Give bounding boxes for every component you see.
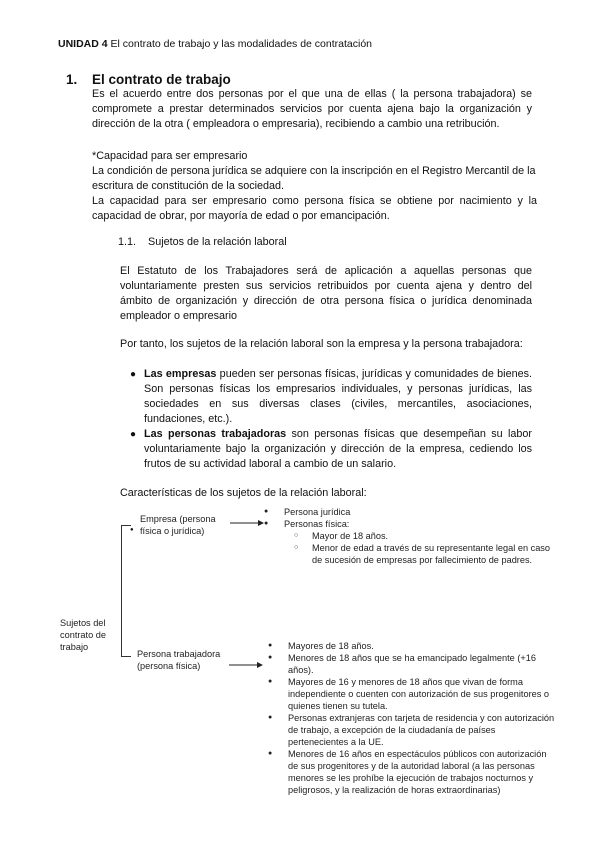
empresa-subitem: ○ Mayor de 18 años. bbox=[294, 531, 389, 541]
subjects-paragraph: Por tanto, los sujetos de la relación laboral son la empresa y la persona trabajadora: bbox=[120, 338, 523, 350]
bullet-text: son personas físicas que desempeñan su labor voluntariamente bajo la organización y dirección de la empresa, cediendo los frutos de su actividad laboral a cambio de un salario. bbox=[144, 428, 532, 470]
bullet-text: pueden ser personas físicas, jurídicas y comunidades de bienes. Son personas físicas los empresarios individuales, y personas jurídicas, las sociedades en sus diversas clases (civiles, mercantiles, asociaciones, fundaciones, etc.). bbox=[144, 368, 532, 425]
diagram-trabajadora-label: Persona trabajadora (persona física) bbox=[137, 649, 221, 671]
trabajadora-item: ● Menores de 16 años en espectáculos públicos con autorización de sus progenitores y de la autoridad laboral (a las personas menores se les prohíbe la ejecución de trabajos nocturnos y peligrosos, y la realización de horas extraordinarias) bbox=[268, 749, 547, 795]
statute-paragraph: El Estatuto de los Trabajadores será de aplicación a aquellas personas que voluntariamente presten sus servicios retribuidos por cuenta ajena y dentro del ámbito de organización y dirección de otra persona física o jurídica denominada empleador o empresario bbox=[120, 265, 532, 322]
empresa-items bbox=[262, 506, 552, 566]
section-number: 1. bbox=[66, 72, 78, 87]
capacity-title: *Capacidad para ser empresario bbox=[92, 150, 248, 162]
diagram-node-dot-icon: ● bbox=[130, 527, 134, 533]
trabajadora-item: ● Menores de 18 años que se ha emancipado legalmente (+16 años). bbox=[268, 653, 536, 675]
subjects-bullet-list bbox=[130, 367, 532, 472]
bullet-bold: Las empresas bbox=[144, 368, 217, 380]
section-title: El contrato de trabajo bbox=[92, 72, 231, 87]
trabajadora-item: ● Personas extranjeras con tarjeta de residencia y con autorización de trabajo, a excepción de la ciudadanía de países pertenecientes a la UE. bbox=[268, 713, 555, 747]
bullet-dot-icon: ● bbox=[130, 369, 137, 380]
trabajadora-item: ● Mayores de 16 y menores de 18 años que vivan de forma independiente o cuenten con autorización de sus progenitores o quienes tienen su tutela. bbox=[268, 677, 550, 711]
circle-bullet-icon: ○ bbox=[294, 532, 299, 539]
section-heading bbox=[66, 72, 231, 87]
empresa-arrow-icon bbox=[230, 518, 264, 528]
capacity-text-2: La capacidad para ser empresario como persona física se obtiene por nacimiento y la capacidad de obrar, por mayoría de edad o por emancipación. bbox=[92, 195, 537, 222]
bullet-bold: Las personas trabajadoras bbox=[144, 428, 287, 440]
subsection-number: 1.1. bbox=[118, 236, 137, 248]
capacity-block bbox=[92, 149, 537, 224]
empresa-item: ● Persona jurídica bbox=[264, 507, 351, 517]
unit-label: UNIDAD 4 bbox=[58, 38, 108, 50]
capacity-text-1: La condición de persona jurídica se adquiere con la inscripción en el Registro Mercantil de la escritura de constitución de la sociedad. bbox=[92, 165, 536, 192]
bullet-dot-icon: ● bbox=[264, 520, 269, 527]
diagram-bracket-top bbox=[121, 525, 131, 526]
unit-title: El contrato de trabajo y las modalidades de contratación bbox=[110, 38, 373, 50]
bullet-dot-icon: ● bbox=[268, 654, 273, 661]
diagram-bracket-bottom bbox=[121, 656, 131, 657]
empresa-subitem: ○ Menor de edad a través de su representante legal en caso de sucesión de empresas por fallecimiento de padres. bbox=[294, 543, 551, 565]
empresa-item: ● Personas física: bbox=[264, 519, 350, 529]
bullet-dot-icon: ● bbox=[268, 678, 273, 685]
diagram-root-label: Sujetos del contrato de trabajo bbox=[60, 618, 106, 652]
diagram-bracket bbox=[121, 525, 122, 656]
characteristics-title: Características de los sujetos de la relación laboral: bbox=[120, 487, 367, 499]
bullet-dot-icon: ● bbox=[268, 714, 273, 721]
bullet-dot-icon: ● bbox=[130, 429, 137, 440]
circle-bullet-icon: ○ bbox=[294, 544, 299, 551]
trabajadora-item: ● Mayores de 18 años. bbox=[268, 641, 374, 651]
subsection-heading bbox=[118, 236, 287, 248]
bullet-dot-icon: ● bbox=[268, 750, 273, 757]
diagram-empresa-label: Empresa (persona física o jurídica) bbox=[140, 514, 216, 536]
bullet-trabajadoras bbox=[130, 427, 532, 472]
bullet-dot-icon: ● bbox=[268, 642, 273, 649]
contract-definition: Es el acuerdo entre dos personas por el que una de ellas ( la persona trabajadora) se compromete a prestar determinados servicios por cuenta ajena bajo la organización y dirección de la otra ( empleadora o empresaria), recibiendo a cambio una retribución. bbox=[92, 88, 532, 130]
bullet-dot-icon: ● bbox=[264, 508, 269, 515]
subsection-title: Sujetos de la relación laboral bbox=[148, 236, 287, 248]
trabajadora-items bbox=[266, 640, 556, 796]
bullet-empresas bbox=[130, 367, 532, 427]
page-header bbox=[58, 38, 372, 50]
trabajadora-arrow-icon bbox=[229, 660, 263, 670]
